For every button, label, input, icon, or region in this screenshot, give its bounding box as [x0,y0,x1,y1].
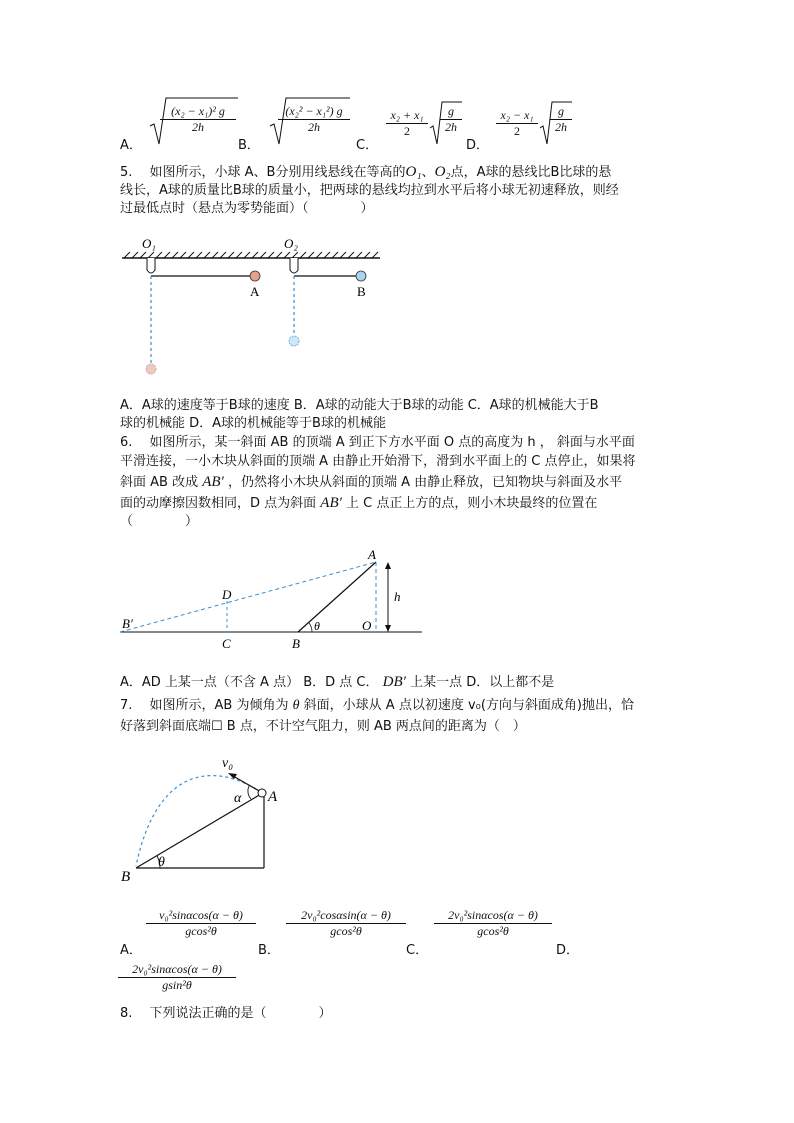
q6-stem-line2: 平滑连接，一小木块从斜面的顶端 A 由静止开始滑下，滑到水平面上的 C 点停止，如果将 [120,454,636,469]
label-b-prime: B′ [122,616,133,631]
q8-stem: 8. 下列说法正确的是（ ） [120,1006,332,1021]
label-o2: O₂ [284,236,298,251]
trajectory [136,776,261,866]
q7-figure [118,750,288,888]
label-b: B [292,636,300,651]
q5-options-line2: 球的机械能 D．A球的机械能等于B球的机械能 [120,416,386,431]
label-o1: O₁ [142,236,156,251]
q4-option-c-coef: $\frac{\text{x₂ + x₁}}{2}$ [386,108,428,139]
q7-stem-line1: 7. 如图所示，AB 为倾角为 θ 斜面，小球从 A 点以初速度 v₀(方向与斜面成角)抛出，恰 [120,698,634,713]
label-alpha: α [234,791,242,806]
q7-option-a-expr: $\frac{\text{v₀²sinαcos(α − θ)}}{\text{gcos²θ}}$ [146,908,256,939]
q5-stem-line1: 5. 如图所示，小球 A、B分别用线悬线在等高的O₁、O₂点，A球的悬线比B比球的悬 [120,164,612,180]
q4-option-d-root: $\frac{g}{2h}$ [550,104,572,135]
angle-arc [309,623,312,632]
q5-options-line1: A．A球的速度等于B球的速度 B．A球的动能大于B球的动能 C．A球的机械能大于B [120,398,599,413]
q4-option-d-label: D． [466,138,490,153]
alpha-arc [248,786,251,799]
q6-stem-line4: 面的动摩擦因数相同，D 点为斜面 AB′ 上 C 点正上方的点，则小木块最终的位置在 [120,495,598,511]
label-b: B [357,284,366,299]
q5-stem-line3: 过最低点时（悬点为零势能面）（ ） [120,201,374,216]
ball-a-lowest [146,364,156,374]
ball [258,789,266,797]
q4-option-c-root: $\frac{g}{2h}$ [440,104,462,135]
ball-b [356,271,366,281]
q7-option-c-label: C． [406,943,429,958]
label-theta: θ [158,855,165,870]
label-b: B [121,869,131,885]
label-v0: v₀ [222,756,234,771]
pivot-o1 [147,258,155,273]
q6-figure [116,544,426,652]
ball-a [250,271,260,281]
q7-option-d-label: D． [556,943,580,958]
label-a: A [268,789,278,805]
q4-option-c-label: C． [356,138,379,153]
label-a: A [368,547,376,562]
incline-line [136,794,261,868]
arrow-down-icon [385,625,391,632]
label-h: h [394,589,401,604]
q5-figure [118,230,388,380]
arrow-up-icon [385,562,391,569]
q4-option-d-coef: $\frac{\text{x₂ − x₁}}{2}$ [496,108,538,139]
q4-option-a-expr: $\frac{\text{(x₂ − x₁)² g}}{2h}$ [160,104,236,135]
q6-stem-line5: （ ） [120,514,199,529]
q6-options: A．AD 上某一点（不含 A 点） B．D 点 C． DB′ 上某一点 D．以上都不是 [120,674,555,690]
q5-stem-line2: 线长，A球的质量比B球的质量小，把两球的悬线均拉到水平后将小球无初速释放，则经 [120,183,619,198]
label-a: A [250,284,260,299]
q7-option-a-label: A． [120,943,142,958]
ceiling-hatch [124,252,378,258]
q4-option-b-label: B． [238,138,260,153]
q6-stem-line3: 斜面 AB 改成 AB′ ，仍然将小木块从斜面的顶端 A 由静止释放，已知物块与斜面及水平 [120,474,623,490]
q7-option-d-expr: $\frac{\text{2v₀²sinαcos(α − θ)}}{\text{gsin²θ}}$ [118,962,236,993]
q6-stem-line1: 6. 如图所示，某一斜面 AB 的顶端 A 到正下方水平面 O 点的高度为 h ， 斜面与水平面 [120,435,635,450]
ball-b-lowest [289,336,299,346]
label-d: D [222,587,232,602]
q7-option-c-expr: $\frac{\text{2v₀²sinαcos(α − θ)}}{\text{gcos²θ}}$ [434,908,552,939]
q7-stem-line2: 好落到斜面底端☐ B 点，不计空气阻力，则 AB 两点间的距离为（ ） [120,719,526,734]
q4-option-a-label: A． [120,138,142,153]
velocity-vector [233,776,261,792]
q7-option-b-label: B． [258,943,280,958]
q7-option-b-expr: $\frac{\text{2v₀²cosαsin(α − θ)}}{\text{gcos²θ}}$ [286,908,406,939]
label-o: O [362,618,372,633]
label-theta: θ [314,619,320,633]
label-c: C [222,636,231,651]
q4-option-b-expr: $\frac{\text{(x₂² − x₁²) g}}{2h}$ [278,104,350,135]
pivot-o2 [290,258,298,273]
